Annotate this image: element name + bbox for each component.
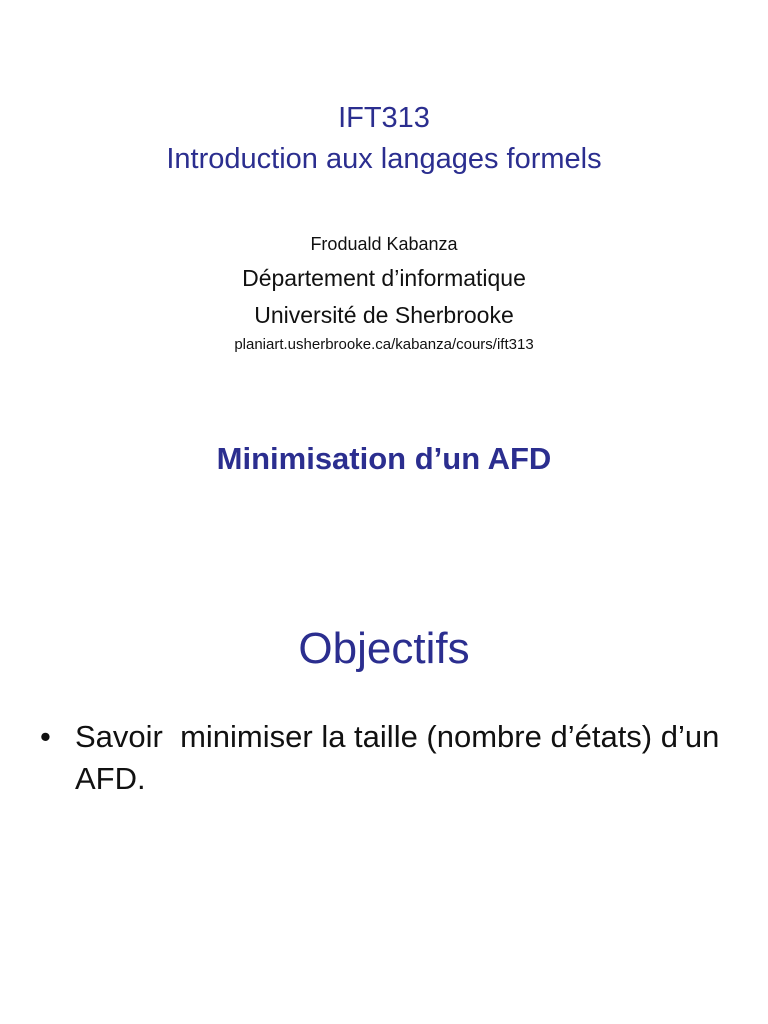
- department-name: Département d’informatique: [242, 265, 526, 291]
- lecture-topic: Minimisation d’un AFD: [216, 441, 552, 476]
- course-title: Introduction aux langages formels: [166, 143, 602, 175]
- objectives-slide: [0, 560, 768, 1024]
- university-name: Université de Sherbrooke: [254, 302, 514, 328]
- bullet-item: [0, 716, 768, 800]
- course-code: IFT313: [338, 102, 430, 134]
- slide-heading: Objectifs: [298, 624, 470, 673]
- course-url: planiart.usherbrooke.ca/kabanza/cours/ift313: [234, 336, 534, 353]
- bullet-list: [0, 716, 768, 800]
- author-name: Froduald Kabanza: [310, 234, 458, 254]
- bullet-icon: •: [40, 719, 51, 754]
- bullet-text: Savoir minimiser la taille (nombre d’états) d’un AFD.: [75, 719, 727, 796]
